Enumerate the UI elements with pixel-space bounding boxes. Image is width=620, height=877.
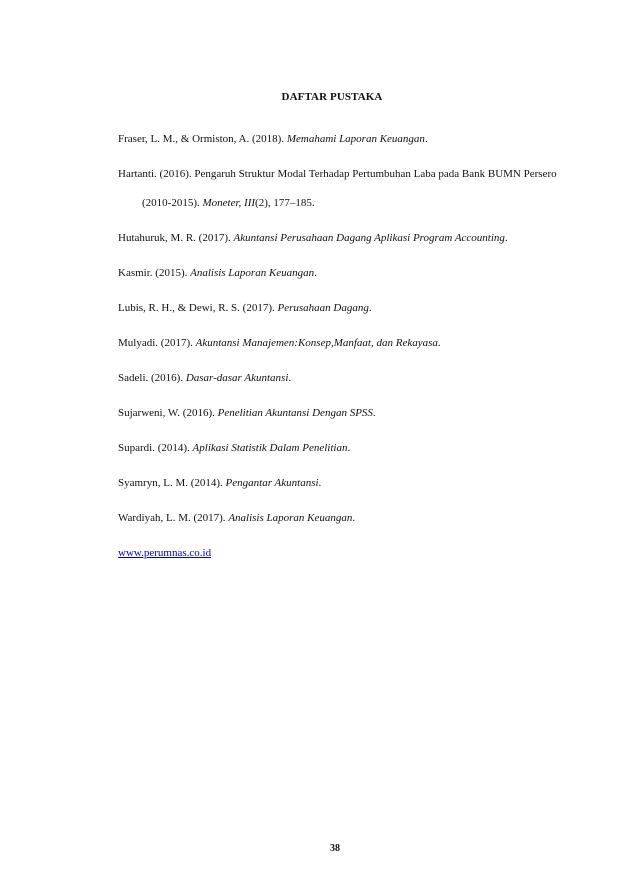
- reference-title: Akuntansi Manajemen:Konsep,Manfaat, dan Rekayasa: [195, 337, 438, 349]
- reference-tail: (2), 177–185.: [255, 197, 315, 209]
- reference-tail: .: [288, 372, 292, 384]
- reference-tail: .: [437, 337, 441, 349]
- reference-item: [118, 224, 558, 253]
- reference-author-year: Fraser, L. M., & Ormiston, A. (2018).: [118, 133, 287, 145]
- reference-author-year: Supardi. (2014).: [118, 442, 193, 454]
- reference-title: Pengantar Akuntansi: [225, 477, 319, 489]
- reference-tail: .: [424, 133, 428, 145]
- reference-item: [118, 160, 558, 218]
- reference-title: Perusahaan Dagang: [277, 302, 369, 314]
- reference-title: Akuntansi Perusahaan Dagang Aplikasi Program Accounting: [233, 232, 505, 244]
- reference-tail: .: [368, 302, 372, 314]
- reference-tail: .: [347, 442, 351, 454]
- reference-item: [118, 399, 558, 428]
- reference-tail: .: [372, 407, 376, 419]
- reference-title: Dasar-dasar Akuntansi: [185, 372, 289, 384]
- reference-item: [118, 504, 558, 533]
- reference-author-year: Mulyadi. (2017).: [118, 337, 196, 349]
- reference-author-year: Kasmir. (2015).: [118, 267, 191, 279]
- reference-tail: .: [504, 232, 508, 244]
- reference-tail: .: [318, 477, 322, 489]
- reference-title: Moneter, III: [202, 197, 256, 209]
- reference-author-year: Hutahuruk, M. R. (2017).: [118, 232, 234, 244]
- page-number: 38: [330, 843, 340, 854]
- reference-author-year: Wardiyah, L. M. (2017).: [118, 512, 229, 524]
- reference-title: Analisis Laporan Keuangan: [228, 512, 353, 524]
- reference-author-year: Syamryn, L. M. (2014).: [118, 477, 226, 489]
- reference-item: [118, 294, 558, 323]
- reference-title: Penelitian Akuntansi Dengan SPSS: [217, 407, 373, 419]
- reference-author-year: Hartanti. (2016). Pengaruh Struktur Modal Terhadap Pertumbuhan Laba pada Bank BUMN Persero (2010-2015).: [118, 168, 557, 209]
- reference-title: Aplikasi Statistik Dalam Penelitian: [192, 442, 348, 454]
- website-link[interactable]: www.perumnas.co.id: [118, 547, 212, 559]
- reference-list: [118, 125, 558, 568]
- reference-item: [118, 364, 558, 393]
- reference-author-year: Lubis, R. H., & Dewi, R. S. (2017).: [118, 302, 278, 314]
- reference-item: [118, 434, 558, 463]
- reference-tail: .: [314, 267, 317, 279]
- page-title: DAFTAR PUSTAKA: [281, 91, 383, 103]
- reference-title: Memahami Laporan Keuangan: [286, 133, 425, 145]
- reference-item: [118, 125, 558, 154]
- reference-author-year: Sujarweni, W. (2016).: [118, 407, 218, 419]
- reference-author-year: Sadeli. (2016).: [118, 372, 186, 384]
- reference-item: [118, 259, 558, 288]
- reference-item: [118, 329, 558, 358]
- reference-tail: .: [352, 512, 356, 524]
- website-reference: [118, 539, 558, 568]
- reference-title: Analisis Laporan Keuangan: [190, 267, 315, 279]
- reference-item: [118, 469, 558, 498]
